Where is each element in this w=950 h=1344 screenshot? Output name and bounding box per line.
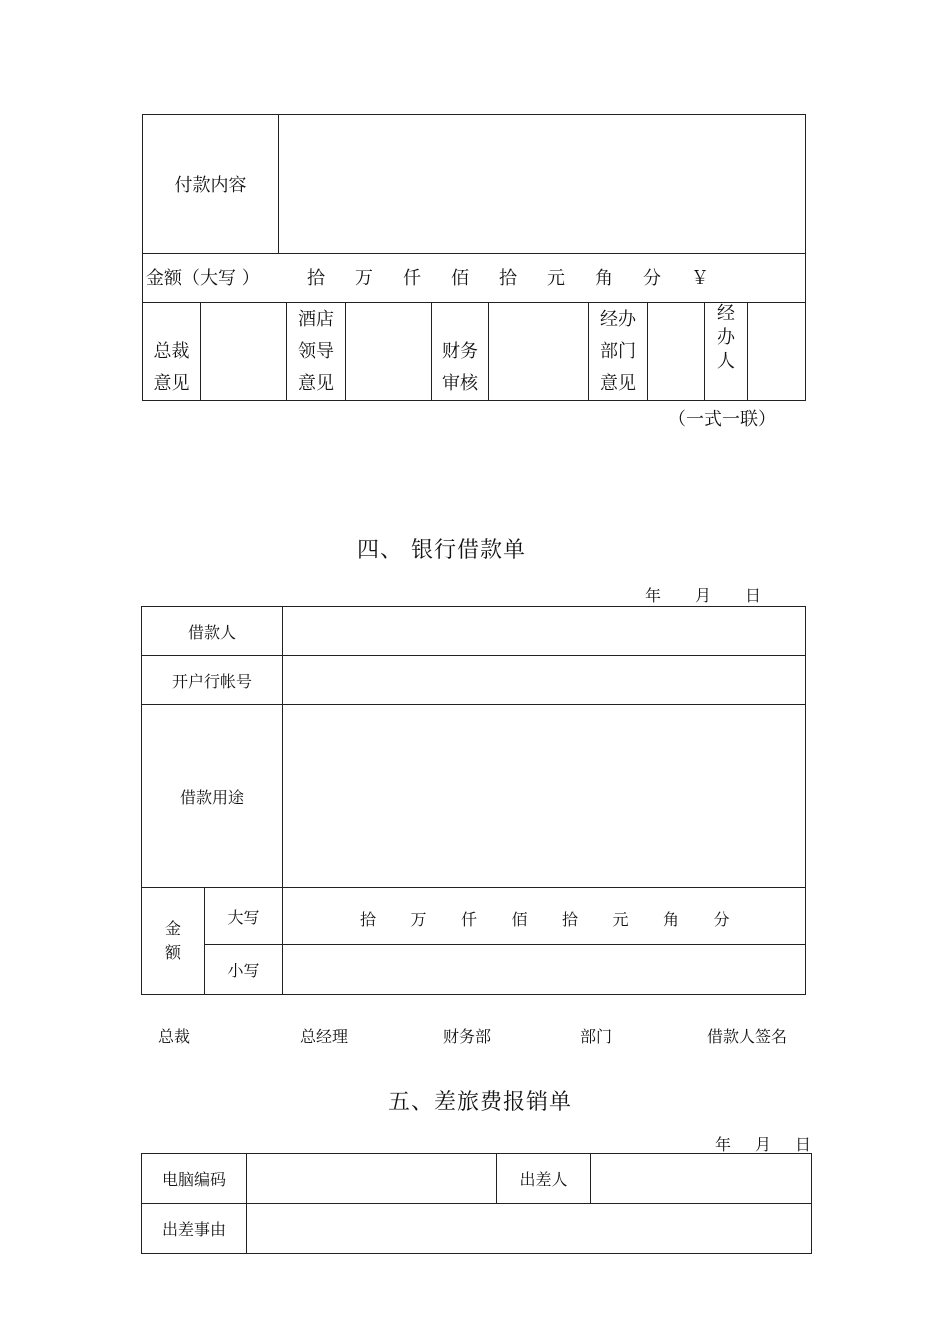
signature-president: 总裁: [158, 1027, 191, 1046]
trip-reason-field[interactable]: [247, 1204, 811, 1253]
uppercase-label: 大写: [227, 907, 260, 927]
president-opinion-field[interactable]: [201, 303, 286, 400]
unit-yuan: 元: [547, 268, 565, 289]
unit-shi: 拾: [562, 910, 579, 929]
dept-opinion-label: 经办 部门 意见: [600, 309, 636, 394]
signature-general-manager: 总经理: [300, 1027, 349, 1046]
travel-date-line: [715, 1132, 811, 1155]
copies-note: （一式一联）: [668, 409, 776, 430]
unit-bai: 佰: [451, 268, 469, 289]
loan-purpose-label: 借款用途: [179, 787, 244, 807]
amount-label: 金额（大写 ）: [146, 268, 260, 289]
finance-review-label: 财务 审核: [442, 341, 478, 394]
unit-shi: 拾: [307, 268, 325, 289]
dept-opinion-field[interactable]: [648, 303, 704, 400]
signature-borrower: 借款人签名: [707, 1027, 788, 1046]
unit-qian: 仟: [403, 268, 421, 289]
unit-fen: 分: [713, 910, 730, 929]
hotel-leader-opinion-label: 酒店 领导 意见: [298, 309, 334, 394]
traveler-field[interactable]: [591, 1154, 811, 1203]
travel-form-title: 五、差旅费报销单: [388, 1090, 573, 1115]
amount-units: [307, 264, 711, 290]
loan-purpose-field[interactable]: [283, 705, 805, 887]
president-opinion-label: 总裁 意见: [153, 341, 190, 394]
unit-fen: 分: [643, 268, 661, 289]
trip-reason-label: 出差事由: [161, 1220, 226, 1239]
year-label: 年: [715, 1135, 732, 1154]
traveler-label: 出差人: [519, 1170, 568, 1189]
borrower-label: 借款人: [187, 622, 236, 642]
signature-finance-dept: 财务部: [443, 1027, 492, 1046]
unit-qian: 仟: [461, 910, 478, 929]
day-label: 日: [795, 1135, 812, 1154]
year-label: 年: [645, 586, 662, 605]
loan-amount-label: 金 额: [164, 919, 181, 962]
hotel-leader-opinion-field[interactable]: [346, 303, 431, 400]
month-label: 月: [755, 1135, 772, 1154]
bank-account-label: 开户行帐号: [171, 671, 252, 691]
lowercase-label: 小写: [227, 961, 260, 980]
loan-amount-units: [360, 907, 734, 930]
unit-wan: 万: [410, 910, 427, 929]
borrower-field[interactable]: [283, 607, 805, 655]
unit-shi: 拾: [360, 910, 377, 929]
loan-date-line: [645, 583, 761, 606]
month-label: 月: [695, 586, 712, 605]
unit-bai: 佰: [511, 910, 528, 929]
bank-account-field[interactable]: [283, 656, 805, 704]
yuan-sign: ￥: [691, 268, 709, 289]
handler-label: 经 办 人: [717, 303, 735, 372]
finance-review-field[interactable]: [489, 303, 588, 400]
unit-shi: 拾: [499, 268, 517, 289]
payment-content-label: 付款内容: [174, 175, 247, 196]
signature-department: 部门: [580, 1027, 613, 1046]
unit-jiao: 角: [595, 268, 613, 289]
unit-wan: 万: [355, 268, 373, 289]
lowercase-amount-field[interactable]: [283, 945, 805, 994]
day-label: 日: [745, 586, 762, 605]
handler-field[interactable]: [748, 303, 805, 400]
payment-content-field[interactable]: [279, 115, 805, 253]
loan-form-title: 四、 银行借款单: [357, 538, 526, 563]
computer-code-label: 电脑编码: [161, 1170, 226, 1189]
unit-yuan: 元: [612, 910, 629, 929]
computer-code-field[interactable]: [247, 1154, 496, 1203]
divider: [142, 253, 806, 254]
unit-jiao: 角: [663, 910, 680, 929]
